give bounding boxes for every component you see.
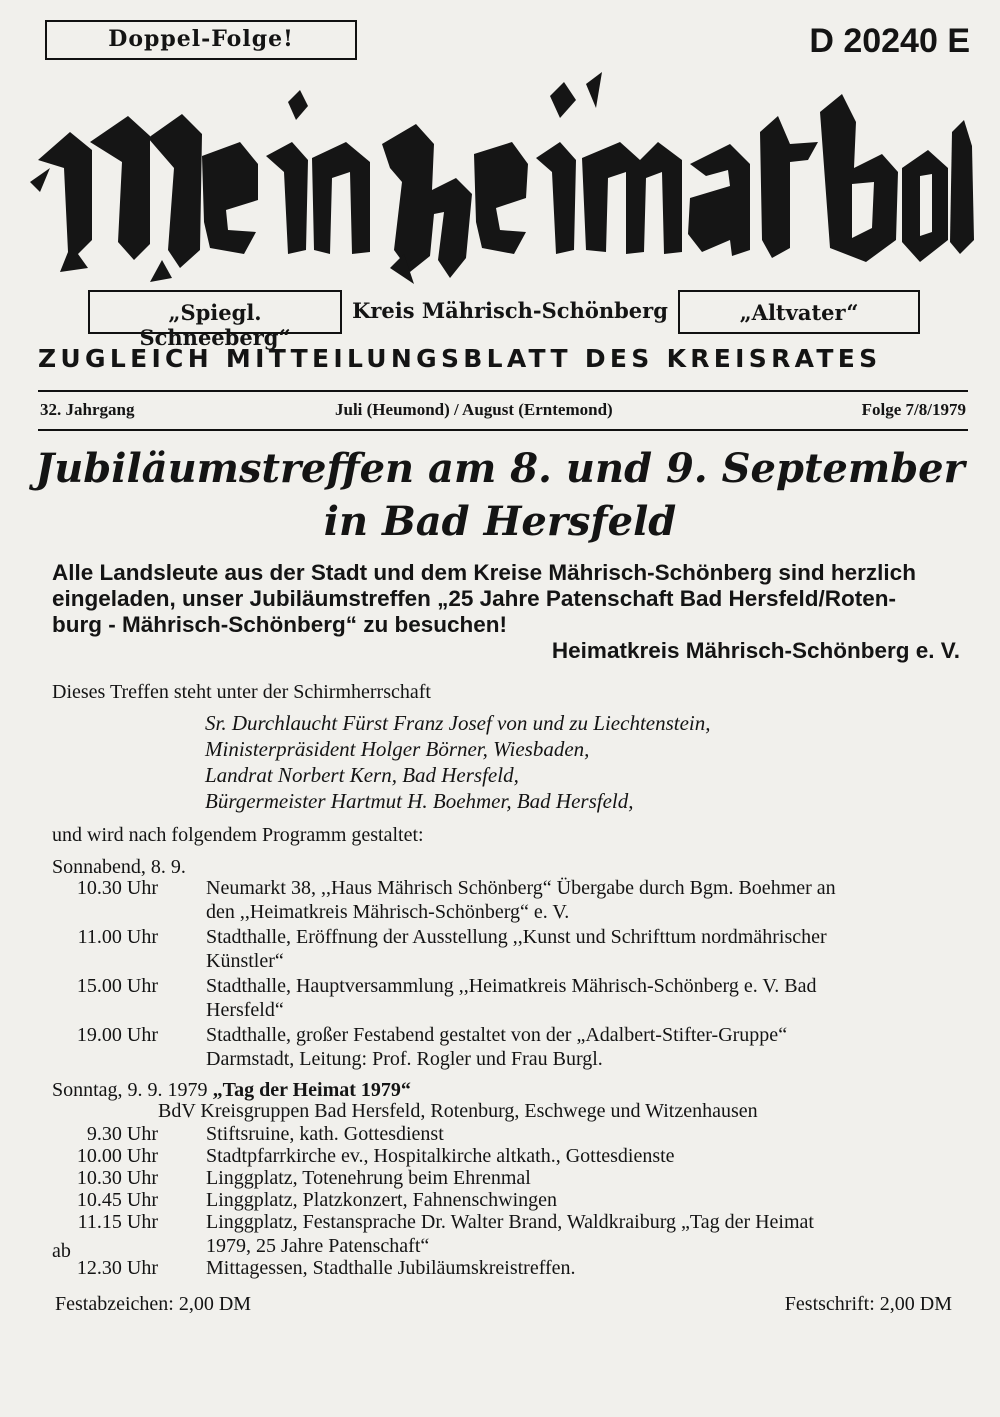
invitation-block [52,560,962,664]
invitation-line: burg - Mährisch-Schönberg“ zu besuchen! [52,612,508,637]
entry-text: Stiftsruine, kath. Gottesdienst [206,1123,444,1145]
subtitle-right-box [678,290,920,334]
entry-time: 10.45 Uhr [76,1189,158,1211]
festschrift-price: Festschrift: 2,00 DM [784,1293,952,1315]
schedule-entry [52,974,956,1022]
entry-text-continued: Künstler“ [206,950,284,972]
header-rule-bottom [38,429,968,431]
masthead-tagline: ZUGLEICH MITTEILUNGSBLATT DES KREISRATES [38,344,882,373]
schedule-entry [52,1144,956,1168]
entry-time: 15.00 Uhr [76,975,158,997]
subtitle-left-text: „Spiegl. Schneeberg“ [139,300,291,350]
patron-list [205,710,905,814]
schedule-entry [52,1166,956,1190]
header-rule-top [38,390,968,392]
subtitle-right-text: „Altvater“ [739,300,859,325]
schedule-entry [52,925,956,973]
entry-time: 10.30 Uhr [76,1167,158,1189]
entry-text: Stadtpfarrkirche ev., Hospitalkirche altkath., Gottesdienste [206,1145,675,1167]
entry-time: 12.30 Uhr [76,1257,158,1279]
patron-item: Bürgermeister Hartmut H. Boehmer, Bad Hersfeld, [205,789,634,813]
doppel-folge-label: Doppel-Folge! [108,26,294,52]
issue-number: Folge 7/8/1979 [861,400,966,419]
entry-time: 9.30 Uhr [86,1123,158,1145]
invitation-line: Alle Landsleute aus der Stadt und dem Kreise Mährisch-Schönberg sind herzlich [52,560,916,585]
entry-text-continued: den ,,Heimatkreis Mährisch-Schönberg“ e. V. [206,901,570,923]
schedule-entry [52,1210,956,1258]
entry-text-continued: Hersfeld“ [206,999,284,1021]
entry-text: Stadthalle, Hauptversammlung ,,Heimatkreis Mährisch-Schönberg e. V. Bad [206,975,817,997]
doppel-folge-box [45,20,357,60]
ab-label: ab [52,1240,71,1262]
entry-text: Neumarkt 38, ,,Haus Mährisch Schönberg“ Übergabe durch Bgm. Boehmer an [206,877,836,899]
issue-info-row [40,400,966,424]
patron-item: Sr. Durchlaucht Fürst Franz Josef von und zu Liechtenstein, [205,711,711,735]
patron-item: Landrat Norbert Kern, Bad Hersfeld, [205,763,519,787]
festabzeichen-price: Festabzeichen: 2,00 DM [55,1293,252,1315]
day2-title: „Tag der Heimat 1979“ [212,1079,411,1101]
schedule-entry [52,1256,956,1280]
day2-organizers: BdV Kreisgruppen Bad Hersfeld, Rotenburg, Eschwege und Witzenhausen [158,1100,758,1122]
entry-text-continued: 1979, 25 Jahre Patenschaft“ [206,1235,430,1257]
headline-line-1: Jubiläumstreffen am 8. und 9. September [35,445,965,492]
schedule-entry [52,1023,956,1071]
entry-text: Linggplatz, Festansprache Dr. Walter Brand, Waldkraiburg „Tag der Heimat [206,1211,814,1233]
entry-text: Linggplatz, Totenehrung beim Ehrenmal [206,1167,531,1189]
entry-text: Mittagessen, Stadthalle Jubiläumskreistreffen. [206,1257,576,1279]
patronage-intro: Dieses Treffen steht unter der Schirmherrschaft [52,681,431,703]
day1-heading: Sonnabend, 8. 9. [52,856,186,878]
invitation-line: eingeladen, unser Jubiläumstreffen „25 Jahre Patenschaft Bad Hersfeld/Roten- [52,586,896,611]
entry-text: Stadthalle, Eröffnung der Ausstellung ,,Kunst und Schrifttum nordmährischer [206,926,827,948]
schedule-entry [52,876,956,924]
subtitle-district: Kreis Mährisch-Schönberg [352,298,668,323]
program-intro: und wird nach folgendem Programm gestaltet: [52,824,424,846]
patron-item: Ministerpräsident Holger Börner, Wiesbaden, [205,737,590,761]
day1-schedule [52,876,956,1072]
issue-month: Juli (Heumond) / August (Erntemond) [335,400,613,419]
day2-date: Sonntag, 9. 9. 1979 [52,1079,208,1101]
publication-code: D 20240 E [809,22,970,60]
schedule-entry [52,1122,956,1146]
entry-time: 10.00 Uhr [76,1145,158,1167]
entry-text: Linggplatz, Platzkonzert, Fahnenschwingen [206,1189,558,1211]
masthead-subtitle-row [88,290,928,350]
entry-time: 19.00 Uhr [76,1024,158,1046]
entry-time: 11.00 Uhr [77,926,158,948]
day2-schedule [52,1122,956,1278]
subtitle-left-box [88,290,342,350]
entry-text: Stadthalle, großer Festabend gestaltet von der „Adalbert-Stifter-Gruppe“ [206,1024,788,1046]
masthead-logo [30,72,975,292]
headline-line-2: in Bad Hersfeld [323,498,677,545]
invitation-signature: Heimatkreis Mährisch-Schönberg e. V. [551,638,960,663]
entry-text-continued: Darmstadt, Leitung: Prof. Rogler und Frau Burgl. [206,1048,603,1070]
entry-time: 11.15 Uhr [77,1211,158,1233]
entry-time: 10.30 Uhr [76,877,158,899]
schedule-entry [52,1188,956,1212]
volume-label: 32. Jahrgang [40,400,135,419]
